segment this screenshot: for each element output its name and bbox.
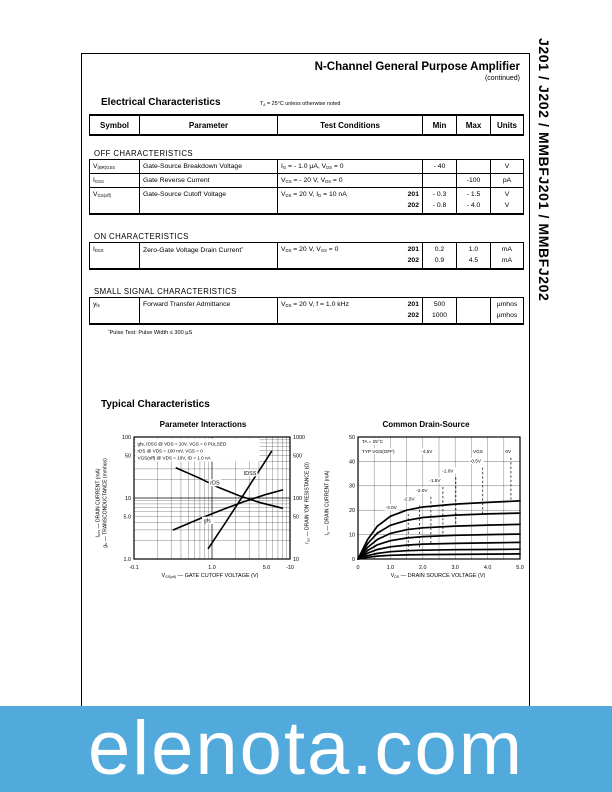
col-symbol: Symbol (90, 116, 140, 134)
svg-text:-0.1: -0.1 (129, 565, 139, 571)
svg-text:-2.0V: -2.0V (416, 487, 428, 493)
svg-text:IDSS: IDSS (243, 470, 257, 477)
device-numbers: 201 202 (407, 246, 419, 264)
svg-text:4.0: 4.0 (483, 565, 492, 571)
chart-title: Common Drain-Source (382, 420, 470, 429)
x-axis-label: $V_{DS}$ — DRAIN SOURCE VOLTAGE (V) (390, 573, 486, 579)
off-characteristics-table (89, 159, 524, 215)
svg-text:-3.0V: -3.0V (385, 504, 397, 510)
svg-text:-1.0V: -1.0V (442, 468, 454, 474)
svg-text:3.0: 3.0 (451, 565, 459, 571)
col-min: Min (423, 116, 457, 134)
svg-text:40: 40 (349, 459, 355, 466)
common-drain-source-chart (322, 420, 530, 579)
svg-text:30: 30 (349, 483, 355, 490)
left-y-axis-label: $I_{DSS}$ — DRAIN CURRENT (mA) $g_{fs}$ — TRANSCONDUCTANCE (mmhos) (95, 458, 108, 548)
svg-text:0V: 0V (505, 448, 512, 454)
svg-text:5.0: 5.0 (516, 565, 524, 571)
conditions-cell: $V_{DS} = 20$ V, $I_D = 10$ nA 201 202 (278, 188, 423, 213)
right-y-axis-label: $r_{DS}$ — DRAIN 'ON' RESISTANCE (Ω) (304, 462, 311, 544)
max-cell: 1.0 4.5 (457, 243, 491, 268)
x-axis-label: $V_{GS(off)}$ — GATE CUTOFF VOLTAGE (V) (161, 573, 259, 579)
svg-text:VGS: VGS (473, 448, 483, 454)
svg-text:1.0: 1.0 (123, 556, 131, 563)
svg-text:50: 50 (293, 514, 299, 521)
page-subtitle: (continued) (484, 75, 520, 82)
typical-characteristics-heading: Typical Characteristics (101, 399, 210, 410)
device-numbers: 201 202 (407, 301, 419, 319)
svg-text:TYP VGS(OFF): TYP VGS(OFF) (361, 448, 395, 454)
section-small-signal-characteristics: SMALL SIGNAL CHARACTERISTICS (94, 287, 237, 296)
svg-text:VGS(off) @ VDS = 10V, ID = 1.0: VGS(off) @ VDS = 10V, ID = 1.0 nA (137, 455, 211, 461)
table-row (90, 243, 523, 268)
svg-text:-2.5V: -2.5V (403, 496, 415, 502)
svg-text:10: 10 (349, 532, 355, 539)
parameter-cell: Gate-Source Breakdown Voltage (140, 160, 278, 173)
section-off-characteristics: OFF CHARACTERISTICS (94, 149, 194, 158)
svg-text:10: 10 (125, 495, 131, 502)
symbol-cell: $V_{(BR)GSS}$ (90, 160, 140, 173)
table-row (90, 298, 523, 323)
col-test-conditions: Test Conditions (278, 116, 423, 134)
svg-text:20: 20 (349, 508, 355, 515)
table-header-row (89, 114, 524, 136)
symbol-cell: $V_{GS(off)}$ (90, 188, 140, 213)
table-row (90, 160, 523, 173)
units-cell: pA (502, 177, 512, 185)
svg-text:-1.5V: -1.5V (429, 478, 441, 484)
symbol-cell: $I_{DSS}$ (90, 243, 140, 268)
svg-text:5.0: 5.0 (262, 565, 271, 571)
svg-text:100: 100 (122, 434, 131, 441)
svg-text:0: 0 (356, 565, 360, 571)
y-axis-label: $I_D$ — DRAIN CURRENT (mA) (324, 470, 331, 536)
parameter-interactions-plot (94, 431, 312, 573)
svg-text:500: 500 (293, 453, 302, 460)
temperature-note: $T_A = 25^\circ C$ unless otherwise noted (260, 101, 341, 107)
symbol-cell: $y_{fs}$ (90, 298, 140, 323)
svg-text:1.0: 1.0 (386, 565, 395, 571)
svg-text:rDS: rDS (210, 480, 220, 487)
max-cell: - 1.5 - 4.0 (457, 188, 491, 213)
symbol-cell: $I_{GSS}$ (90, 174, 140, 187)
svg-text:TA = 25°C: TA = 25°C (361, 439, 384, 445)
chart-title: Parameter Interactions (159, 420, 247, 429)
conditions-cell: $V_{DS} = 20$ V, f = 1.0 kHz 201 202 (278, 298, 423, 323)
parameter-cell: Gate-Source Cutoff Voltage (140, 188, 278, 213)
min-cell: - 0.3 - 0.8 (423, 188, 457, 213)
section-on-characteristics: ON CHARACTERISTICS (94, 232, 189, 241)
units-cell: µmhos µmhos (496, 301, 518, 319)
max-cell (457, 298, 491, 323)
svg-text:5.0: 5.0 (123, 514, 131, 521)
parameter-cell: Forward Transfer Admittance (140, 298, 278, 323)
svg-text:0: 0 (352, 556, 355, 563)
common-drain-source-plot (322, 431, 530, 573)
svg-text:50: 50 (349, 434, 355, 441)
electrical-characteristics-heading: Electrical Characteristics (101, 97, 221, 108)
col-units: Units (497, 120, 517, 130)
units-cell: V (504, 163, 510, 170)
col-max: Max (457, 116, 491, 134)
conditions-cell: $V_{GS}$ = - 20 V, $V_{DS} = 0$ (278, 174, 423, 187)
svg-text:1.0: 1.0 (208, 565, 216, 571)
svg-text:2.0: 2.0 (419, 565, 427, 571)
conditions-cell: $I_G$ = - 1.0 µA, $V_{DS} = 0$ (278, 160, 423, 173)
units-cell: V V (504, 191, 510, 210)
svg-text:10: 10 (293, 556, 299, 563)
watermark-link: elenota.com (87, 706, 525, 791)
parameter-interactions-chart (94, 420, 312, 579)
svg-text:50: 50 (125, 453, 131, 460)
svg-text:1000: 1000 (293, 434, 305, 441)
charts-row (94, 420, 530, 579)
device-numbers: 201 202 (407, 191, 419, 210)
min-cell: 0.2 0.9 (423, 243, 457, 268)
svg-text:-4.5V: -4.5V (421, 448, 433, 454)
parameter-cell: Gate Reverse Current (140, 174, 278, 187)
side-part-numbers: J201 / J202 / MMBFJ201 / MMBFJ202 (536, 38, 552, 302)
page-frame (81, 53, 530, 714)
min-cell: - 40 (423, 160, 457, 173)
svg-text:-10: -10 (286, 565, 294, 571)
svg-text:100: 100 (293, 495, 302, 502)
pulse-test-footnote: *Pulse Test: Pulse Width ≤ 300 µS (108, 328, 193, 336)
page-title: N-Channel General Purpose Amplifier (314, 61, 520, 73)
min-cell: 500 1000 (423, 298, 457, 323)
col-parameter: Parameter (140, 116, 278, 134)
on-characteristics-table (89, 242, 524, 270)
small-signal-table (89, 297, 524, 325)
watermark-banner (0, 706, 612, 792)
svg-text:-0.5V: -0.5V (469, 458, 481, 464)
max-cell: -100 (457, 174, 491, 187)
svg-text:gfs: gfs (203, 518, 211, 525)
max-cell (457, 160, 491, 173)
conditions-cell: $V_{DS} = 20$ V, $V_{GS} = 0$ 201 202 (278, 243, 423, 268)
min-cell (423, 174, 457, 187)
units-cell: mA mA (501, 246, 513, 264)
parameter-cell: Zero-Gate Voltage Drain Current* (140, 243, 278, 268)
svg-text:rDS @ VDS = 100 mV, VGS = 0: rDS @ VDS = 100 mV, VGS = 0 (137, 448, 203, 454)
table-row (90, 187, 523, 213)
table-row (90, 173, 523, 187)
svg-text:gfs, IDSS @ VDS = 10V, VGS = 0: gfs, IDSS @ VDS = 10V, VGS = 0 PULSED (137, 441, 227, 447)
